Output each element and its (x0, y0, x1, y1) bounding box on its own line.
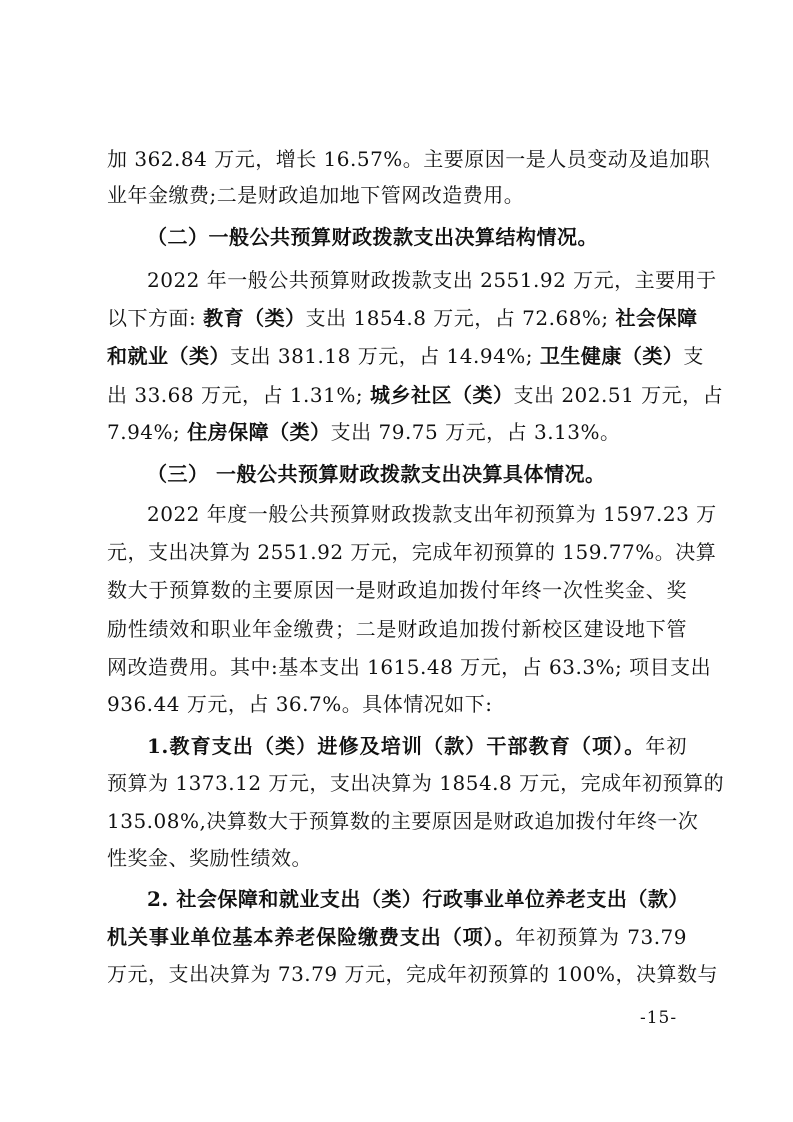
page-number: -15- (640, 1008, 678, 1028)
bold-text-segment: （三） 一般公共预算财政拨款支出决算具体情况。 (147, 462, 606, 486)
text-segment: 出 33.68 万元，占 1.31%; (107, 383, 370, 407)
text-line (147, 225, 687, 249)
text-line (107, 540, 717, 564)
text-line (107, 692, 687, 716)
text-segment: 加 362.84 万元，增长 16.57%。主要原因一是人员变动及追加职 (107, 147, 711, 171)
text-line (107, 846, 687, 870)
text-line (107, 383, 724, 407)
text-segment: 网改造费用。其中:基本支出 1615.48 万元，占 63.3%; 项目支出 (107, 655, 712, 679)
text-line (107, 578, 687, 602)
text-segment: 支 (683, 344, 704, 368)
text-segment: 数大于预算数的主要原因一是财政追加拨付年终一次性奖金、奖 (107, 578, 687, 602)
bold-text-segment: 城乡社区（类） (369, 383, 514, 407)
text-segment: 万元，支出决算为 73.79 万元，完成年初预算的 100%，决算数与 (107, 962, 719, 986)
text-line (107, 655, 712, 679)
text-segment: 7.94%; (107, 420, 188, 444)
bold-text-segment: 机关事业单位基本养老保险缴费支出（项）。 (107, 925, 516, 949)
text-line (107, 147, 711, 171)
text-line (107, 420, 687, 444)
bold-text-segment: 住房保障（类） (187, 420, 331, 444)
text-segment: 业年金缴费;二是财政追加地下管网改造费用。 (107, 183, 525, 207)
bold-text-segment: 社会保障 (615, 306, 698, 330)
text-line (147, 502, 717, 526)
text-segment: 年初 (645, 734, 687, 758)
text-line (147, 734, 687, 758)
text-segment: 支出 1854.8 万元，占 72.68%; (305, 306, 616, 330)
bold-text-segment: 卫生健康（类） (539, 344, 684, 368)
text-line (107, 809, 699, 833)
text-segment: 励性绩效和职业年金缴费；二是财政追加拨付新校区建设地下管 (107, 617, 687, 641)
text-segment: 支出 202.51 万元，占 (513, 383, 724, 407)
text-segment: 元，支出决算为 2551.92 万元，完成年初预算的 159.77%。决算 (107, 540, 717, 564)
text-segment: 以下方面: (107, 306, 204, 330)
text-line (107, 962, 719, 986)
text-segment: 预算为 1373.12 万元，支出决算为 1854.8 万元，完成年初预算的 (107, 771, 725, 795)
text-line (147, 462, 687, 486)
text-line (107, 771, 725, 795)
text-line (107, 183, 687, 207)
text-line (107, 617, 687, 641)
text-line (107, 925, 687, 949)
bold-text-segment: （二）一般公共预算财政拨款支出决算结构情况。 (147, 225, 598, 249)
text-segment: 支出 381.18 万元，占 14.94%; (230, 344, 540, 368)
text-segment: 2022 年一般公共预算财政拨款支出 2551.92 万元，主要用于 (147, 268, 717, 292)
text-segment: 2022 年度一般公共预算财政拨款支出年初预算为 1597.23 万 (147, 502, 717, 526)
text-line (147, 268, 717, 292)
bold-text-segment: 教育（类） (203, 306, 306, 330)
text-line (107, 344, 704, 368)
text-line (147, 887, 687, 911)
bold-text-segment: 2. 社会保障和就业支出（类）行政事业单位养老支出（款） (147, 887, 689, 911)
bold-text-segment: 1.教育支出（类）进修及培训（款）干部教育（项）。 (147, 734, 646, 758)
text-line (107, 306, 698, 330)
text-segment: 936.44 万元，占 36.7%。具体情况如下: (107, 692, 493, 716)
text-segment: 135.08%,决算数大于预算数的主要原因是财政追加拨付年终一次 (107, 809, 699, 833)
text-segment: 年初预算为 73.79 (515, 925, 687, 949)
text-segment: 支出 79.75 万元，占 3.13%。 (330, 420, 621, 444)
text-segment: 性奖金、奖励性绩效。 (107, 846, 312, 870)
bold-text-segment: 和就业（类） (107, 344, 230, 368)
